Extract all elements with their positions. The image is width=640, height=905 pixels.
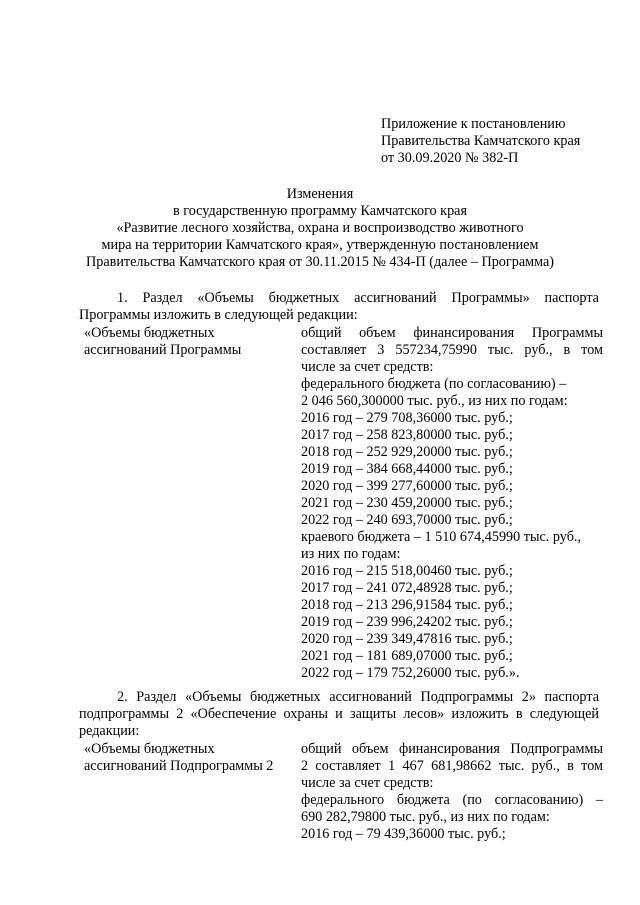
item1-right-line: 2020 год – 399 277,60000 тыс. руб.; xyxy=(301,478,513,494)
item1-right-line: общий объем финансирования Программы xyxy=(301,325,603,341)
item1-right-line: 2016 год – 279 708,36000 тыс. руб.; xyxy=(301,410,513,426)
item1-right-line: 2018 год – 213 296,91584 тыс. руб.; xyxy=(301,597,513,613)
appendix-line: Приложение к постановлению xyxy=(381,116,566,132)
item2-right-line: 690 282,79800 тыс. руб., из них по годам: xyxy=(301,809,550,825)
item2-right-line: общий объем финансирования Подпрограммы xyxy=(301,741,603,757)
item2-left-cell: ассигнований Подпрограммы 2 xyxy=(84,758,274,774)
item2-left-cell: «Объемы бюджетных xyxy=(84,741,215,757)
item1-paragraph-line: Программы изложить в следующей редакции: xyxy=(79,307,358,323)
document-heading-line: мира на территории Камчатского края», утвержденную постановлением xyxy=(101,237,539,253)
item1-right-line: краевого бюджета – 1 510 674,45990 тыс. руб., xyxy=(301,529,582,545)
item1-right-line: 2016 год – 215 518,00460 тыс. руб.; xyxy=(301,563,513,579)
item1-left-cell: «Объемы бюджетных xyxy=(84,325,215,341)
item2-paragraph-line: 2. Раздел «Объемы бюджетных ассигнований Подпрограммы 2» паспорта xyxy=(117,689,599,705)
item1-right-line: 2018 год – 252 929,20000 тыс. руб.; xyxy=(301,444,513,460)
item2-right-line: 2 составляет 1 467 681,98662 тыс. руб., в том xyxy=(301,758,603,774)
appendix-line: от 30.09.2020 № 382-П xyxy=(381,150,519,166)
item1-right-line: 2021 год – 181 689,07000 тыс. руб.; xyxy=(301,648,513,664)
item1-right-line: федерального бюджета (по согласованию) – xyxy=(301,376,567,392)
item1-right-line: составляет 3 557234,75990 тыс. руб., в том xyxy=(301,342,603,358)
item1-right-line: числе за счет средств: xyxy=(301,359,434,375)
document-title: Изменения xyxy=(286,186,354,202)
item1-right-line: 2017 год – 241 072,48928 тыс. руб.; xyxy=(301,580,513,596)
item1-left-cell: ассигнований Программы xyxy=(84,342,242,358)
document-heading-line: в государственную программу Камчатского края xyxy=(173,203,467,219)
item2-paragraph-line: подпрограммы 2 «Обеспечение охраны и защиты лесов» изложить в следующей xyxy=(79,706,599,722)
item1-right-line: 2017 год – 258 823,80000 тыс. руб.; xyxy=(301,427,513,443)
item2-right-line: 2016 год – 79 439,36000 тыс. руб.; xyxy=(301,826,506,842)
item1-right-line: 2022 год – 240 693,70000 тыс. руб.; xyxy=(301,512,513,528)
item2-paragraph-line: редакции: xyxy=(79,723,140,739)
item1-right-line: 2019 год – 239 996,24202 тыс. руб.; xyxy=(301,614,513,630)
item2-right-line: числе за счет средств: xyxy=(301,775,434,791)
item1-right-line: 2020 год – 239 349,47816 тыс. руб.; xyxy=(301,631,513,647)
document-heading-line: «Развитие лесного хозяйства, охрана и воспроизводство животного xyxy=(116,220,524,236)
item1-right-line: 2022 год – 179 752,26000 тыс. руб.». xyxy=(301,665,520,681)
item1-right-line: из них по годам: xyxy=(301,546,401,562)
item1-right-line: 2 046 560,300000 тыс. руб., из них по годам: xyxy=(301,393,568,409)
item2-right-line: федерального бюджета (по согласованию) – xyxy=(301,792,603,808)
appendix-line: Правительства Камчатского края xyxy=(381,133,581,149)
item1-paragraph-line: 1. Раздел «Объемы бюджетных ассигнований Программы» паспорта xyxy=(117,290,599,306)
item1-right-line: 2021 год – 230 459,20000 тыс. руб.; xyxy=(301,495,513,511)
document-heading-line: Правительства Камчатского края от 30.11.2015 № 434-П (далее – Программа) xyxy=(86,254,554,270)
item1-right-line: 2019 год – 384 668,44000 тыс. руб.; xyxy=(301,461,513,477)
